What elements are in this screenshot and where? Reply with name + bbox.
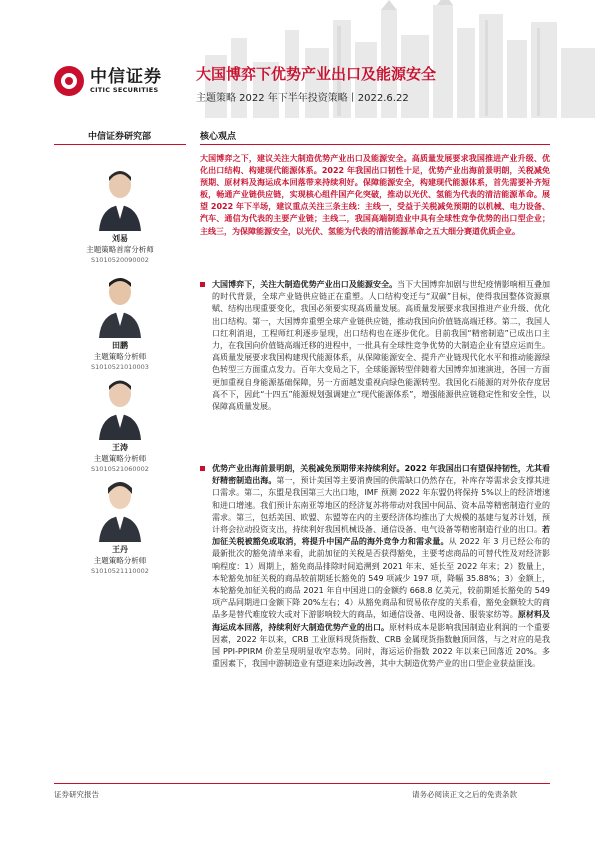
bullet-body: 当下大国博弈加剧与世纪疫情影响相互叠加的时代背景，全球产业链供应链正在重塑。人口结构变迁与“双碳”目标，使得我国整体资源禀赋、结构出现重要变化，我国必须要实现高质量发展。高质量发展要求我国推进产业升级、优化出口结构。第一，大国博弈重塑全球产业链供应链，推动我国向价值链高端迁移。第二，我国人口红利消退，工程师红利逐步显现，出口结构也在逐步优化。目前我国“精密制造”已成出口主力，在我国向价值链高端迁移的进程中，一批具有全球性竞争优势的大制造企业有望应运而生。高质量发展要求我国构建现代能源体系，从保障能源安全、提升产业链现代化水平和推动能源绿色转型三方面重点发力。百年大变局之下，全球能源转型伴随着大国博弈加速演进，各国一方面更加重视自身能源基础保障，另一方面越发重视向绿色能源转型。我国化石能源的对外依存度居高不下，因此“十四五”能源规划强调建立“现代能源体系”，增强能源供应链稳定性和安全性，以保障高质量发展。	[212, 280, 551, 412]
footer-disclaimer: 请务必阅读正文之后的免责条款	[412, 790, 517, 799]
analyst-card	[54, 272, 186, 372]
analyst-role: 主题策略分析师	[93, 454, 147, 463]
citic-logo	[54, 66, 162, 96]
core-views-title: 核心观点	[200, 132, 237, 142]
analyst-license-id: S1010521110002	[91, 567, 149, 575]
analyst-role: 主题策略分析师	[93, 556, 147, 565]
logo-en-text: CITIC SECURITIES	[90, 85, 159, 94]
analyst-name: 田鹏	[112, 341, 128, 350]
bullet-emphasis: 若加征关税被豁免或取消，将提升中国产品的海外竞争力和需求量。	[212, 525, 550, 547]
right-divider	[200, 144, 550, 145]
bullet-lead: 优势产业出海前景明朗，关税减免预期带来持续利好。2022 年我国出口有望保持韧性，尤其看好精密制造出海。	[212, 464, 550, 486]
bullet-paragraph	[200, 463, 550, 670]
analyst-license-id: S1010520090002	[91, 256, 149, 264]
footer-divider	[54, 783, 550, 784]
citic-logo-icon	[54, 66, 84, 96]
bullet-paragraph	[200, 279, 550, 413]
analyst-name: 刘易	[112, 234, 128, 243]
bullet-lead: 大国博弈下，关注大制造优势产业出口及能源安全。	[212, 280, 398, 289]
avatar	[95, 272, 145, 338]
analyst-name: 王丹	[112, 545, 128, 554]
analyst-license-id: S1010521060002	[91, 465, 149, 473]
logo-cn-text: 中信证券	[90, 66, 162, 87]
footer-report-label: 证券研究报告	[54, 790, 99, 799]
bullet-body: 原材料成本是影响我国制造业利润的一个重要因素，2022 年以来，CRB 工业原料现货指数、CRB 金属现货指数触顶回落，与之对应的是我国 PPI-PPIRM 价差呈现明显收窄态势。同时，海运运价指数 2022 年以来已回落近 20%。多重因素下，我国中游制造业有望迎来边际改善，其中大制造优势产业的出口型企业获益匪浅。	[212, 622, 551, 669]
avatar	[95, 165, 145, 231]
bullet-body: 第一，预计美国等主要消费国的供需缺口仍然存在，补库存等需求会支撑其进口需求。第二，东盟是我国第三大出口地，IMF 预测 2022 年东盟仍将保持 5%以上的经济增速和进口增速。我们预计东南亚等地区的经济复苏将带动对我国中间品、资本品等精密制造行业的需求。第三，包括美国、欧盟、东盟等在内的主要经济体均推出了大规模的基建与复苏计划，预计将会拉动投资支出，持续利好我国机械设备、通信设备、电气设备等精密制造行业的出口。	[212, 476, 550, 535]
analyst-card	[54, 374, 186, 474]
avatar	[95, 476, 145, 542]
bullet-square-icon	[200, 466, 205, 471]
analyst-name: 王涛	[112, 443, 128, 452]
research-dept-title: 中信证券研究部	[88, 132, 152, 142]
header-banner	[0, 0, 595, 118]
avatar	[95, 374, 145, 440]
analyst-license-id: S1010521010003	[91, 363, 149, 371]
summary-paragraph: 大国博弈之下，建议关注大制造优势产业出口及能源安全。高质量发展要求我国推进产业升级、优化出口结构、构建现代能源体系。2022 年我国出口韧性十足，优势产业出海前景明朗，关税减免预期、原材料及海运成本回落带来持续利好。保障能源安全，构建现代能源体系，首先需要补齐短板，畅通产业链供应链，实现核心组件国产化突破，推动以光伏、氢能为代表的清洁能源革命。展望 2022 年下半场，建议重点关注三条主线：主线一，受益于关税减免预期的以机械、电力设备、汽车、通信为代表的主要产业链；主线二，我国高端制造业中具有全球性竞争优势的出口型企业；主线三，为保障能源安全，以光伏、氢能为代表的清洁能源革命之五大细分赛道优质企业。	[200, 154, 550, 236]
analyst-card	[54, 476, 186, 576]
bullet-emphasis: 原材料及海运成本回落，持续利好大制造优势产业的出口。	[212, 610, 551, 632]
left-divider	[54, 144, 186, 145]
analyst-role: 主题策略首席分析师	[86, 245, 154, 254]
bullet-square-icon	[200, 282, 205, 287]
analyst-card	[54, 165, 186, 265]
bullet-body: 从 2022 年 3 月已经公布的最新批次的豁免清单来看，此前加征的关税是否获得豁免，主要考虑商品的可替代性及对经济影响程度：1）周期上，豁免商品排除时间追溯到 2021 年末、延长至 2022 年末；2）数量上，本轮豁免加征关税的商品较前期延长豁免的 549 项减少 197 项，降幅 35.88%；3）金额上，本轮豁免加征关税的商品 2021 年自中国进口的金额约 668.8 亿美元，较前期延长豁免的 549 项产品同期进口金额下降 20%左右；4）从豁免商品和贸易依存度的关系看，豁免金额较大的商品多是替代难度较大或对下游影响较大的商品，如通信设备、电网设备、服装家纺等。	[212, 537, 550, 620]
report-subtitle: 主题策略 2022 年下半年投资策略丨2022.6.22	[196, 93, 409, 104]
report-title: 大国博弈下优势产业出口及能源安全	[196, 65, 437, 83]
analyst-role: 主题策略分析师	[93, 352, 147, 361]
